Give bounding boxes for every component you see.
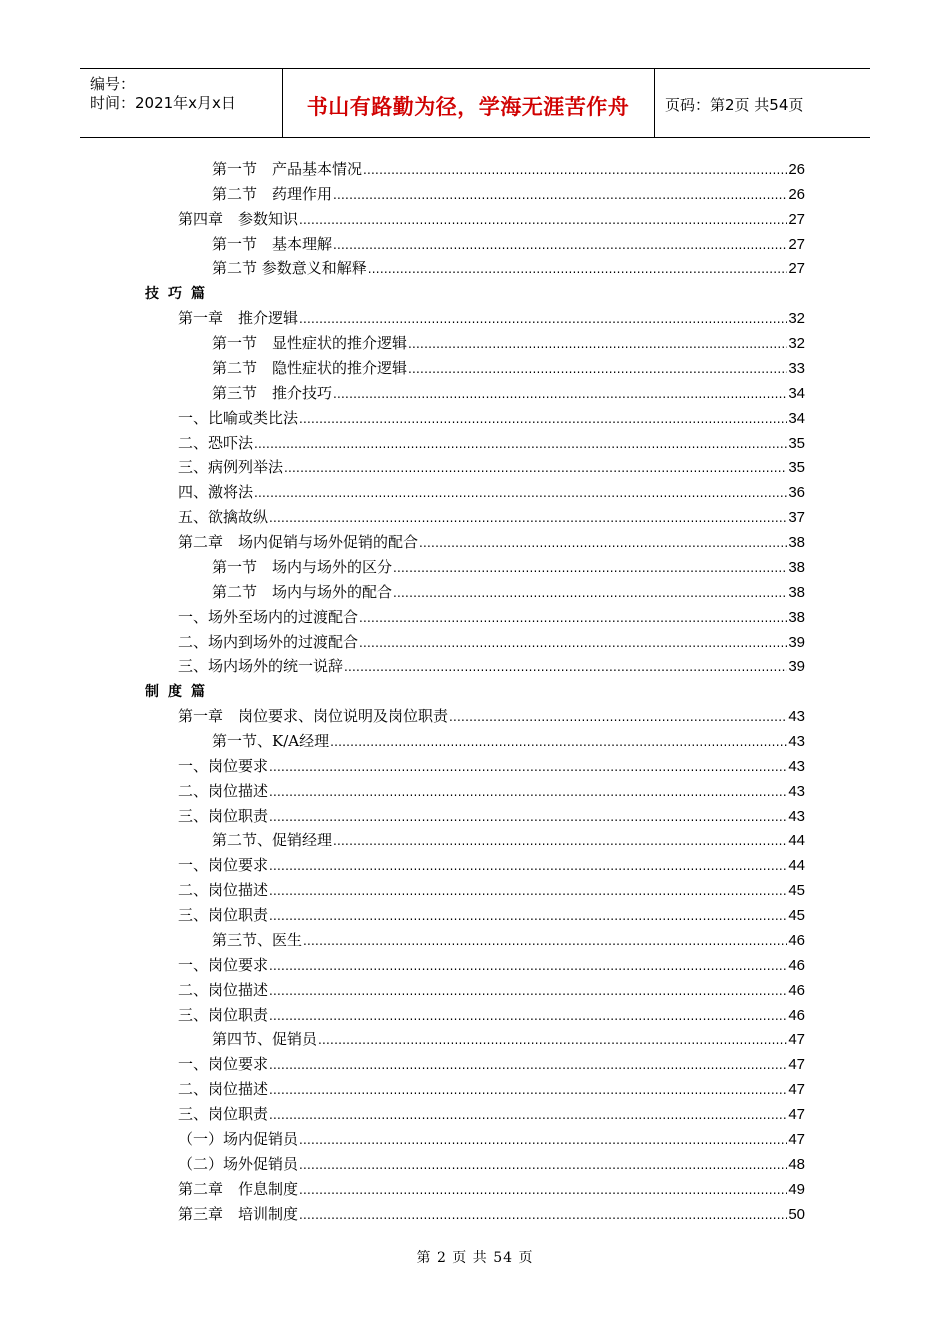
toc-leader-dots (333, 184, 787, 206)
toc-entry-page: 47 (788, 1031, 805, 1048)
toc-leader-dots (299, 1179, 787, 1201)
toc-entry-label: 一、岗位要求 (178, 856, 269, 874)
toc-entry-page: 27 (788, 260, 805, 277)
toc-entry-page: 46 (788, 982, 805, 999)
toc-entry[interactable] (178, 1103, 805, 1125)
toc-leader-dots (330, 731, 787, 753)
toc-entry-page: 35 (788, 459, 805, 476)
toc-entry-page: 45 (788, 907, 805, 924)
toc-entry[interactable] (178, 506, 805, 528)
toc-leader-dots (359, 632, 787, 654)
toc-leader-dots (269, 855, 787, 877)
toc-entry-page: 34 (788, 385, 805, 402)
toc-entry-label: 五、欲擒故纵 (178, 508, 269, 526)
toc-leader-dots (269, 1005, 787, 1027)
toc-entry[interactable] (178, 1153, 805, 1175)
toc-entry[interactable] (178, 1203, 805, 1225)
toc-leader-dots (368, 258, 788, 280)
toc-entry-label: 二、岗位描述 (178, 782, 269, 800)
toc-entry-label: 二、岗位描述 (178, 981, 269, 999)
page-header (80, 68, 870, 138)
toc-entry-label: 第二章 作息制度 (178, 1180, 299, 1198)
toc-entry-page: 46 (788, 957, 805, 974)
toc-entry-label: 一、岗位要求 (178, 757, 269, 775)
toc-entry-label: 一、岗位要求 (178, 956, 269, 974)
toc-entry-label: 第一节 基本理解 (212, 235, 333, 253)
toc-entry-page: 26 (788, 186, 805, 203)
toc-entry-page: 43 (788, 783, 805, 800)
toc-leader-dots (299, 308, 787, 330)
toc-leader-dots (299, 1154, 787, 1176)
toc-entry-label: 一、岗位要求 (178, 1055, 269, 1073)
toc-entry[interactable] (178, 879, 805, 901)
toc-leader-dots (333, 830, 787, 852)
toc-leader-dots (299, 1129, 787, 1151)
toc-entry-page: 49 (788, 1181, 805, 1198)
toc-entry-page: 43 (788, 808, 805, 825)
toc-entry-label: 第一章 推介逻辑 (178, 309, 299, 327)
toc-leader-dots (408, 358, 787, 380)
toc-entry-label: 第三节、医生 (212, 931, 303, 949)
toc-entry[interactable] (212, 1028, 805, 1050)
header-left-cell (80, 69, 283, 137)
toc-leader-dots (269, 980, 787, 1002)
toc-entry[interactable] (178, 979, 805, 1001)
toc-leader-dots (269, 507, 787, 529)
toc-entry[interactable] (212, 158, 805, 180)
toc-entry[interactable] (178, 307, 805, 329)
toc-entry-label: 一、场外至场内的过渡配合 (178, 608, 359, 626)
toc-entry[interactable] (178, 1128, 805, 1150)
toc-leader-dots (299, 209, 787, 231)
toc-entry-label: 第二节 隐性症状的推介逻辑 (212, 359, 408, 377)
toc-leader-dots (318, 1029, 787, 1051)
toc-leader-dots (254, 433, 787, 455)
toc-entry-page: 37 (788, 509, 805, 526)
toc-entry-page: 46 (788, 1007, 805, 1024)
toc-entry[interactable] (178, 655, 805, 677)
toc-entry-label: 三、病例列举法 (178, 458, 284, 476)
toc-entry[interactable] (178, 705, 805, 727)
toc-leader-dots (419, 532, 787, 554)
toc-entry[interactable] (178, 904, 805, 926)
toc-leader-dots (344, 656, 787, 678)
toc-entry-page: 35 (788, 435, 805, 452)
toc-leader-dots (363, 159, 787, 181)
toc-entry[interactable] (178, 531, 805, 553)
toc-entry[interactable] (212, 257, 805, 279)
toc-entry-page: 34 (788, 410, 805, 427)
toc-entry[interactable] (212, 730, 805, 752)
toc-entry-label: 第一节 场内与场外的区分 (212, 558, 393, 576)
header-page-cell (655, 69, 870, 137)
toc-entry[interactable] (212, 332, 805, 354)
toc-entry-page: 50 (788, 1206, 805, 1223)
toc-leader-dots (269, 756, 787, 778)
toc-entry-label: 第三章 培训制度 (178, 1205, 299, 1223)
toc-leader-dots (393, 582, 787, 604)
document-time-label: 时间：2021年x月x日 (90, 94, 236, 112)
toc-entry[interactable] (178, 1078, 805, 1100)
toc-entry-page: 27 (788, 211, 805, 228)
toc-entry[interactable] (212, 382, 805, 404)
toc-entry-page: 46 (788, 932, 805, 949)
toc-leader-dots (269, 1079, 787, 1101)
toc-entry[interactable] (212, 183, 805, 205)
toc-entry-label: 第二节 场内与场外的配合 (212, 583, 393, 601)
toc-entry-page: 38 (788, 534, 805, 551)
toc-entry-label: 第二章 场内促销与场外促销的配合 (178, 533, 419, 551)
toc-entry-label: （一）场内促销员 (178, 1130, 299, 1148)
toc-entry-page: 47 (788, 1131, 805, 1148)
toc-entry-label: 第一节 产品基本情况 (212, 160, 363, 178)
toc-entry-label: 三、岗位职责 (178, 1006, 269, 1024)
toc-entry-label: 三、场内场外的统一说辞 (178, 657, 344, 675)
toc-entry[interactable] (178, 854, 805, 876)
document-number-label: 编号： (90, 75, 136, 93)
toc-entry-label: 四、激将法 (178, 483, 254, 501)
toc-leader-dots (393, 557, 787, 579)
toc-entry[interactable] (178, 805, 805, 827)
toc-entry-page: 43 (788, 733, 805, 750)
toc-leader-dots (303, 930, 787, 952)
toc-entry[interactable] (178, 780, 805, 802)
toc-entry-page: 38 (788, 559, 805, 576)
toc-entry[interactable] (178, 407, 805, 429)
toc-entry-page: 38 (788, 584, 805, 601)
header-motto-cell (282, 69, 655, 137)
toc-entry[interactable] (178, 954, 805, 976)
toc-entry-page: 39 (788, 658, 805, 675)
toc-entry[interactable] (178, 1053, 805, 1075)
page-footer: 第 2 页 共 54 页 (416, 1250, 534, 1266)
toc-leader-dots (269, 955, 787, 977)
toc-entry[interactable] (178, 606, 805, 628)
toc-entry-page: 48 (788, 1156, 805, 1173)
toc-leader-dots (359, 607, 787, 629)
toc-leader-dots (299, 408, 787, 430)
toc-entry-label: 第三节 推介技巧 (212, 384, 333, 402)
toc-leader-dots (269, 1054, 787, 1076)
header-motto: 书山有路勤为径，学海无涯苦作舟 (306, 95, 630, 119)
toc-entry-label: 二、岗位描述 (178, 881, 269, 899)
toc-leader-dots (333, 234, 787, 256)
section-title: 技巧篇 (145, 286, 214, 302)
toc-entry-page: 36 (788, 484, 805, 501)
toc-entry-page: 43 (788, 708, 805, 725)
toc-leader-dots (254, 482, 787, 504)
toc-entry-page: 44 (788, 832, 805, 849)
toc-entry-label: 二、恐吓法 (178, 434, 254, 452)
toc-entry[interactable] (178, 432, 805, 454)
toc-leader-dots (269, 880, 787, 902)
toc-leader-dots (269, 806, 787, 828)
toc-entry-label: 第二节、促销经理 (212, 831, 333, 849)
toc-leader-dots (299, 1204, 787, 1226)
toc-entry-page: 32 (788, 335, 805, 352)
toc-entry-page: 26 (788, 161, 805, 178)
toc-entry[interactable] (178, 755, 805, 777)
toc-entry-label: 三、岗位职责 (178, 807, 269, 825)
toc-leader-dots (284, 457, 787, 479)
toc-entry-page: 33 (788, 360, 805, 377)
toc-entry-page: 39 (788, 634, 805, 651)
toc-entry[interactable] (178, 1004, 805, 1026)
toc-entry-page: 43 (788, 758, 805, 775)
toc-entry-label: 第四节、促销员 (212, 1030, 318, 1048)
toc-entry[interactable] (178, 456, 805, 478)
toc-entry-label: 第一节 显性症状的推介逻辑 (212, 334, 408, 352)
toc-entry-page: 45 (788, 882, 805, 899)
toc-leader-dots (269, 781, 787, 803)
toc-entry-label: 二、岗位描述 (178, 1080, 269, 1098)
header-page-info: 页码：第2页 共54页 (665, 96, 804, 114)
toc-entry[interactable] (178, 631, 805, 653)
toc-entry-page: 44 (788, 857, 805, 874)
toc-entry-label: 第二节 药理作用 (212, 185, 333, 203)
toc-entry[interactable] (212, 357, 805, 379)
toc-entry-label: 三、岗位职责 (178, 906, 269, 924)
toc-entry[interactable] (212, 829, 805, 851)
toc-entry[interactable] (212, 929, 805, 951)
toc-entry-page: 38 (788, 609, 805, 626)
toc-entry-label: 第一章 岗位要求、岗位说明及岗位职责 (178, 707, 449, 725)
toc-entry[interactable] (212, 556, 805, 578)
toc-leader-dots (449, 706, 787, 728)
toc-entry[interactable] (212, 581, 805, 603)
toc-entry-page: 47 (788, 1081, 805, 1098)
toc-entry-page: 47 (788, 1106, 805, 1123)
toc-entry[interactable] (212, 233, 805, 255)
toc-leader-dots (269, 905, 787, 927)
toc-entry[interactable] (178, 1178, 805, 1200)
toc-entry-label: 第四章 参数知识 (178, 210, 299, 228)
toc-entry-label: 三、岗位职责 (178, 1105, 269, 1123)
section-title: 制度篇 (145, 684, 214, 700)
toc-entry-label: 一、比喻或类比法 (178, 409, 299, 427)
toc-entry[interactable] (178, 208, 805, 230)
toc-leader-dots (333, 383, 787, 405)
toc-entry-page: 27 (788, 236, 805, 253)
toc-entry-page: 32 (788, 310, 805, 327)
toc-leader-dots (269, 1104, 787, 1126)
toc-entry-label: 第一节、K/A经理 (212, 732, 330, 750)
toc-entry-label: 二、场内到场外的过渡配合 (178, 633, 359, 651)
toc-entry-label: 第二节 参数意义和解释 (212, 259, 367, 277)
toc-leader-dots (408, 333, 787, 355)
toc-entry-label: （二）场外促销员 (178, 1155, 299, 1173)
toc-entry[interactable] (178, 481, 805, 503)
toc-entry-page: 47 (788, 1056, 805, 1073)
